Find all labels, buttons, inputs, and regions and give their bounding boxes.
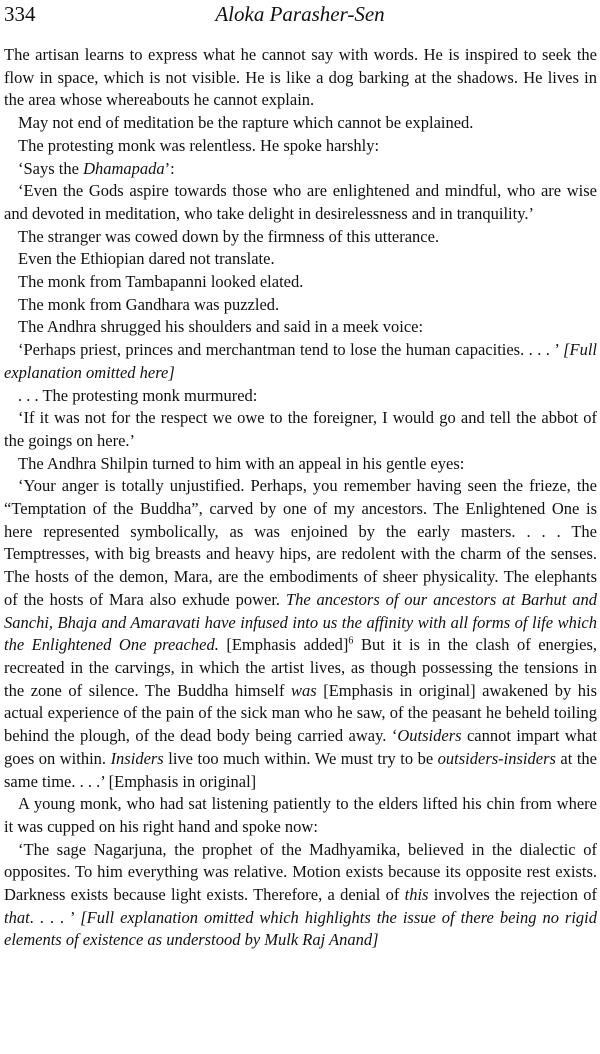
paragraph-ethiopian: Even the Ethiopian dared not translate. <box>18 249 275 269</box>
italic-run: that <box>4 907 30 927</box>
paragraph-young-monk: A young monk, who had sat listening patiently to the elders lifted his chin from where it was cupped on his right hand and spoke now: <box>4 794 597 836</box>
paragraph-stranger: The stranger was cowed down by the firmness of this utterance. <box>18 226 440 246</box>
paragraph-perhaps-priest <box>4 339 597 384</box>
body-text <box>4 44 597 952</box>
paragraph-gandhara: The monk from Gandhara was puzzled. <box>18 294 280 314</box>
text-run: ’: <box>164 158 175 178</box>
italic-run: Dhamapada <box>83 158 165 178</box>
italic-run: [Full explanation omitted which highlights the issue of there being no rigid elements of existence as understood by Mulk Raj Anand] <box>4 907 597 950</box>
text-run: ‘Perhaps priest, princes and merchantman tend to lose the human capacities. . . . ’ <box>18 340 564 360</box>
italic-run: outsiders-insiders <box>437 748 556 768</box>
paragraph-quote-gods: ‘Even the Gods aspire towards those who are enlightened and mindful, who are wise and devoted in meditation, who take delight in desirelessness and in tranquility.’ <box>4 181 597 223</box>
page-number: 334 <box>4 2 36 26</box>
paragraph-shilpin: The Andhra Shilpin turned to him with an appeal in his gentle eyes: <box>18 453 465 473</box>
text-run: ‘Says the <box>18 158 84 178</box>
paragraph-your-anger <box>4 475 597 793</box>
text-run: involves the rejection of <box>428 885 597 905</box>
text-run: at the same time. . . .’ [Emphasis in original] <box>4 748 597 791</box>
paragraph-dhamapada <box>4 158 597 181</box>
text-run: But it is in the clash of energies, recreated in the carvings, in which the artist lives, as though possessing the tensions in the zone of silence. The Buddha himself <box>4 635 597 700</box>
page-header <box>4 0 596 34</box>
text-run: cannot impart what goes on within. <box>4 726 597 768</box>
italic-run: this <box>404 885 429 905</box>
paragraph-andhra-shrugged: The Andhra shrugged his shoulders and said in a meek voice: <box>18 317 424 337</box>
italic-run: was <box>291 680 317 700</box>
footnote-marker: 6 <box>348 635 354 647</box>
text-run: . . . . ’ <box>29 907 81 927</box>
text-run: [Emphasis in original] awakened by his actual experience of the pain of the sick man who he saw, of the peasant he beheld toiling behind the plough, of the dead body being carried away. ‘ <box>4 680 597 746</box>
text-run: ‘Your anger is totally unjustified. Perhaps, you remember having seen the frieze, the “Temptation of the Buddha”, carved by one of my ancestors. The Enlightened One is here represented symbolically, as was enjoined by the early masters. . . . The Temptresses, with big breasts and heavy hips, are redolent with the charm of the senses. The hosts of the demon, Mara, are the embodiments of sheer physicality. The elephants of the hosts of Mara also exhude power. <box>4 476 597 609</box>
italic-run: [Full explanation omitted here] <box>4 340 597 382</box>
italic-run: The ancestors of our ancestors at Barhut and Sanchi, Bhaja and Amaravati have infused into us the affinity with all forms of life which the Enlightened One preached. <box>4 589 598 655</box>
paragraph-artisan: The artisan learns to express what he cannot say with words. He is inspired to seek the flow in space, which is not visible. He is like a dog barking at the shadows. He lives in the area whose whereabouts he cannot explain. <box>4 45 597 110</box>
italic-run: Outsiders <box>397 726 462 746</box>
paragraph-foreigner: ‘If it was not for the respect we owe to the foreigner, I would go and tell the abbot of the goings on here.’ <box>4 408 597 450</box>
paragraph-murmured: . . . The protesting monk murmured: <box>18 385 258 405</box>
paragraph-meditation: May not end of meditation be the rapture which cannot be explained. <box>18 113 474 133</box>
paragraph-tambapanni: The monk from Tambapanni looked elated. <box>18 272 304 292</box>
text-run: live too much within. We must try to be <box>163 748 438 768</box>
text-run: ‘The sage Nagarjuna, the prophet of the Madhyamika, believed in the dialectic of opposites. To him everything was relative. Motion exists because its opposite rest exists. Darkness exists because light exists. Therefore, a denial of <box>4 839 597 905</box>
text-run: [Emphasis added] <box>218 635 349 655</box>
running-head: Aloka Parasher-Sen <box>215 2 385 26</box>
paragraph-protesting-monk: The protesting monk was relentless. He spoke harshly: <box>18 135 380 155</box>
paragraph-nagarjuna <box>4 839 597 953</box>
italic-run: Insiders <box>110 748 164 768</box>
